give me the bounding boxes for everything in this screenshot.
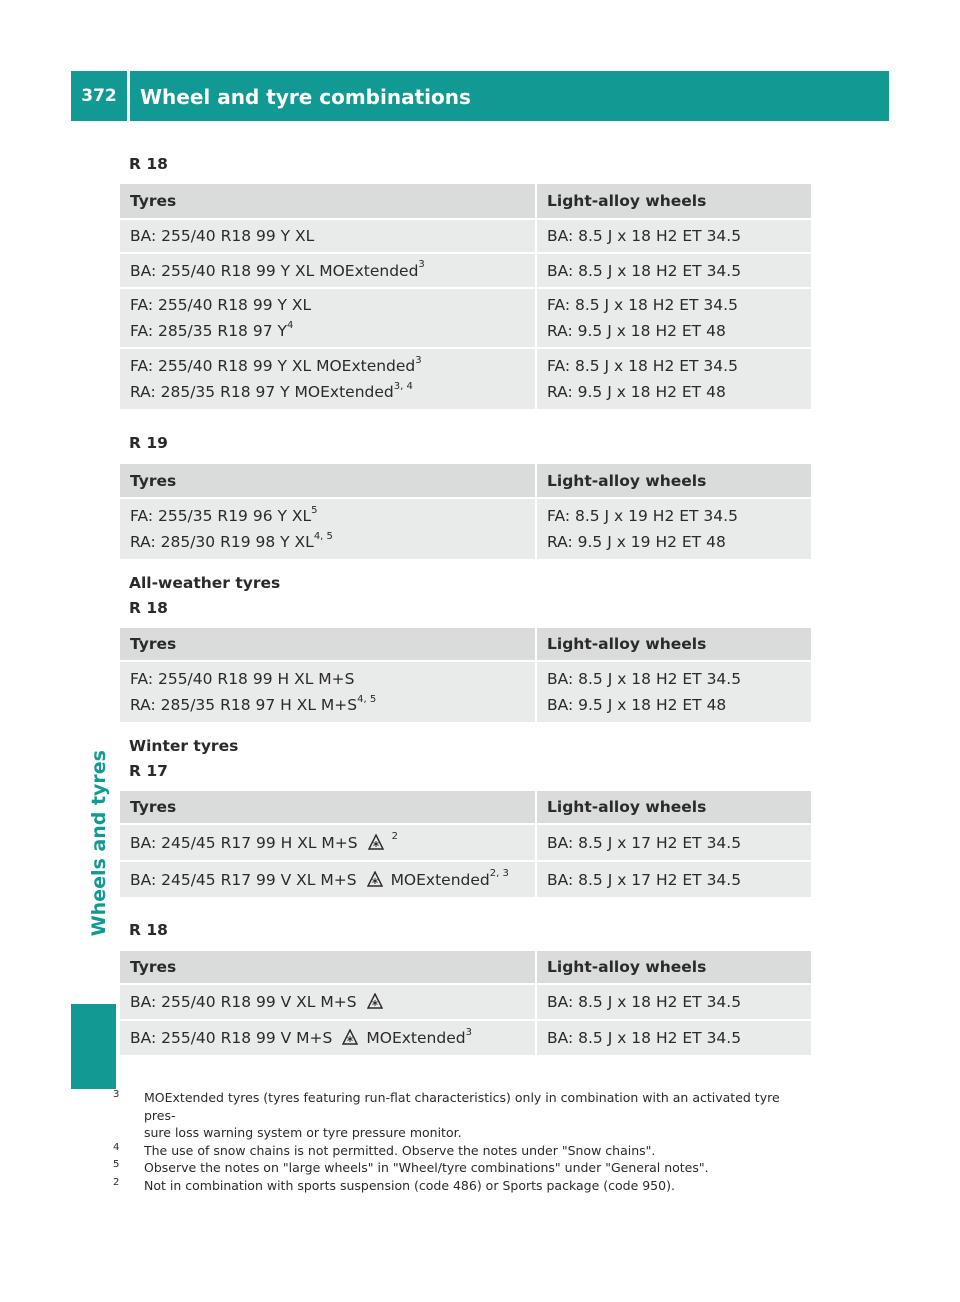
page-number: 372: [81, 86, 117, 106]
table-row: [120, 662, 811, 722]
footnote-mark: 2: [113, 1176, 120, 1188]
footnote: [113, 1089, 813, 1142]
footnote-mark: 3: [113, 1089, 120, 1100]
side-chapter-marker: [71, 1004, 116, 1089]
section-heading-all-weather: All-weather tyres: [129, 574, 281, 592]
table-r19-summer: [120, 464, 811, 561]
footnote-text-cont: sure loss warning system or tyre pressure monitor.: [144, 1125, 462, 1140]
tyre-spec: BA: 245/45 R17 99 V XL M+S MOExtended$^{2, 3}$: [130, 868, 509, 889]
table-row: [120, 1021, 811, 1055]
table-winter-r18: [120, 951, 811, 1057]
snowflake-mountain-icon: [367, 991, 383, 1007]
table-row: [120, 289, 811, 347]
table-r18-summer: [120, 184, 811, 411]
col-header-wheels: Light-alloy wheels: [537, 184, 811, 218]
wheel-spec-front: BA: 8.5 J x 18 H2 ET 34.5: [547, 670, 742, 688]
footnote-mark: 4: [113, 1141, 120, 1153]
snowflake-mountain-icon: [342, 1027, 358, 1043]
footnote-ref: 3: [415, 354, 422, 366]
tyre-spec-front: FA: 255/40 R18 99 Y XL MOExtended$^3$: [130, 354, 422, 375]
wheel-spec: BA: 8.5 J x 18 H2 ET 34.5: [547, 1029, 742, 1047]
footnote-text: The use of snow chains is not permitted. Observe the notes under "Snow chains".: [144, 1142, 656, 1158]
table-header: [120, 464, 811, 497]
table-row: [120, 825, 811, 860]
tyre-spec: BA: 255/40 R18 99 Y XL: [130, 227, 315, 245]
footnote: [113, 1159, 813, 1177]
header-separator: [127, 71, 130, 121]
page-title: Wheel and tyre combinations: [140, 85, 471, 109]
table-row: [120, 862, 811, 897]
wheel-spec: BA: 8.5 J x 18 H2 ET 34.5: [547, 993, 742, 1011]
tyre-spec: BA: 255/40 R18 99 V XL M+S: [130, 989, 391, 1015]
footnote-text: MOExtended tyres (tyres featuring run-flat characteristics) only in combination with an activated tyre pres-: [144, 1090, 780, 1123]
wheel-spec-front: FA: 8.5 J x 19 H2 ET 34.5: [547, 507, 738, 525]
wheel-spec-rear: RA: 9.5 J x 19 H2 ET 48: [547, 533, 726, 551]
footnote-ref: 2, 3: [489, 868, 509, 880]
section-title-all-weather-r18: R 18: [129, 599, 168, 617]
snowflake-mountain-icon: [367, 869, 383, 885]
section-heading-winter: Winter tyres: [129, 737, 239, 755]
tyre-spec-rear: FA: 285/35 R18 97 $Y^4$: [130, 319, 294, 340]
footnote-ref: 4, 5: [357, 693, 377, 705]
tyre-spec: BA: 255/40 R18 99 V M+S MOExtended$^3$: [130, 1026, 472, 1047]
tyre-spec-rear: RA: 285/35 R18 97 Y MOExtended$^{3, 4}$: [130, 380, 413, 401]
col-header-wheels: Light-alloy wheels: [537, 791, 811, 823]
col-header-wheels: Light-alloy wheels: [537, 951, 811, 983]
footnote-text: Not in combination with sports suspension (code 486) or Sports package (code 950).: [144, 1177, 675, 1193]
col-header-wheels: Light-alloy wheels: [537, 628, 811, 660]
table-winter-r17: [120, 791, 811, 899]
footnote-ref: 4: [286, 319, 294, 331]
tyre-spec-rear: RA: 285/30 R19 98 Y XL$^{4, 5}$: [130, 530, 333, 551]
col-header-tyres: Tyres: [120, 628, 535, 660]
tyre-spec-front: FA: 255/40 R18 99 Y XL: [130, 296, 312, 314]
wheel-spec-rear: BA: 9.5 J x 18 H2 ET 48: [547, 696, 727, 714]
table-header: [120, 791, 811, 823]
section-title-r18: R 18: [129, 155, 168, 173]
footnote: [113, 1142, 813, 1160]
footnote-ref: 3, 4: [393, 380, 413, 392]
table-row: [120, 220, 811, 252]
tyre-spec: BA: 245/45 R17 99 H XL M+S $^2$: [130, 831, 398, 852]
wheel-spec: BA: 8.5 J x 17 H2 ET 34.5: [547, 870, 742, 889]
tyre-spec-rear: RA: 285/35 R18 97 H XL $M+S^{4, 5}$: [130, 693, 377, 714]
table-header: [120, 951, 811, 983]
snowflake-mountain-icon: [368, 832, 384, 848]
table-row: [120, 349, 811, 409]
tyre-spec: BA: 255/40 R18 99 Y XL MOExtended$^3$: [130, 259, 425, 280]
footnote: [113, 1177, 813, 1195]
table-row: [120, 499, 811, 559]
table-header: [120, 184, 811, 218]
wheel-spec: BA: 8.5 J x 18 H2 ET 34.5: [547, 261, 742, 280]
tyre-spec-front: FA: 255/40 R18 99 H XL M+S: [130, 670, 355, 688]
tyre-spec-front: FA: 255/35 R19 96 Y $XL^5$: [130, 504, 318, 525]
section-title-winter-r17: R 17: [129, 762, 168, 780]
wheel-spec: BA: 8.5 J x 18 H2 ET 34.5: [547, 227, 742, 245]
footnote-ref: 2: [391, 831, 398, 843]
wheel-spec-rear: RA: 9.5 J x 18 H2 ET 48: [547, 383, 726, 401]
footnote-ref: 4, 5: [313, 530, 333, 542]
col-header-wheels: Light-alloy wheels: [537, 464, 811, 497]
col-header-tyres: Tyres: [120, 464, 535, 497]
wheel-spec: BA: 8.5 J x 17 H2 ET 34.5: [547, 833, 742, 852]
col-header-tyres: Tyres: [120, 951, 535, 983]
footnote-ref: 3: [465, 1026, 472, 1038]
table-all-weather: [120, 628, 811, 724]
section-title-winter-r18: R 18: [129, 921, 168, 939]
section-title-r19: R 19: [129, 434, 168, 452]
wheel-spec-rear: RA: 9.5 J x 18 H2 ET 48: [547, 322, 726, 340]
col-header-tyres: Tyres: [120, 791, 535, 823]
footnote-text: Observe the notes on "large wheels" in "Wheel/tyre combinations" under "General notes".: [144, 1160, 709, 1175]
table-row: [120, 254, 811, 287]
footnotes: [113, 1089, 813, 1194]
col-header-tyres: Tyres: [120, 184, 535, 218]
wheel-spec-front: FA: 8.5 J x 18 H2 ET 34.5: [547, 296, 738, 314]
footnote-ref: 3: [418, 259, 425, 271]
footnote-mark: 5: [113, 1159, 120, 1170]
wheel-spec-front: FA: 8.5 J x 18 H2 ET 34.5: [547, 357, 738, 375]
footnote-ref: 5: [311, 504, 318, 516]
table-row: [120, 985, 811, 1019]
side-chapter-label: Wheels and tyres: [88, 750, 110, 937]
table-header: [120, 628, 811, 660]
